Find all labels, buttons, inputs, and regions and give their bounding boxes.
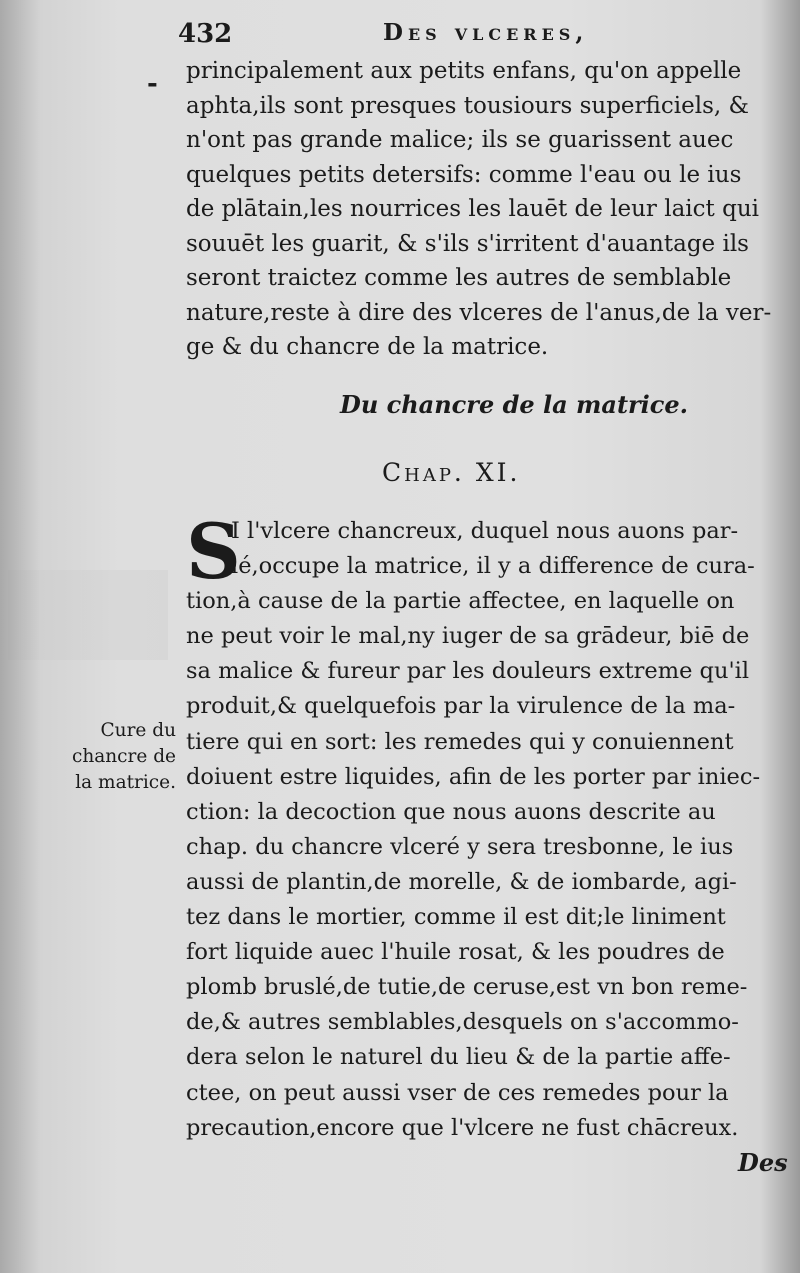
chapter-line-8: doiuent estre liquides, afin de les porter par iniec-	[186, 763, 761, 790]
chapter-line-1: I l'vlcere chancreux, duquel nous auons par-	[231, 518, 739, 544]
chapter-number: Chap. XI.	[382, 458, 521, 487]
chapter-line-15: de,& autres semblables,desquels on s'accommo-	[186, 1009, 739, 1036]
running-head	[178, 19, 768, 57]
margin-dash: -	[147, 69, 158, 99]
opening-paragraph	[186, 54, 771, 365]
section-heading: Du chancre de la matrice.	[340, 390, 689, 419]
chapter-line-4: ne peut voir le mal,ny iuger de sa grādeur, biē de	[186, 623, 750, 650]
running-title: Des vlceres,	[383, 19, 589, 46]
page-number: 432	[178, 19, 233, 49]
chapter-line-14: plomb bruslé,de tutie,de ceruse,est vn bon reme-	[186, 974, 748, 1001]
chapter-line-6: produit,& quelquefois par la virulence de la ma-	[186, 693, 736, 720]
chapter-line-11: aussi de plantin,de morelle, & de iombarde, agi-	[186, 868, 737, 895]
chapter-paragraph	[186, 507, 771, 1146]
chapter-line-16: dera selon le naturel du lieu & de la partie affe-	[186, 1044, 731, 1071]
chapter-line-5: sa malice & fureur par les douleurs extreme qu'il	[186, 658, 750, 685]
left-paper-shadow	[8, 570, 168, 660]
catchword: Des	[738, 1148, 788, 1177]
marginal-note-line-2: chancre de	[71, 746, 176, 767]
marginal-note-line-1: Cure du	[100, 720, 176, 741]
opening-line-3: n'ont pas grande malice; ils se guarissent auec	[186, 127, 734, 153]
marginal-note	[66, 718, 176, 796]
chapter-line-3: tion,à cause de la partie affectee, en laquelle on	[186, 588, 735, 615]
opening-line-6: souuēt les guarit, & s'ils s'irritent d'auantage ils	[186, 230, 749, 257]
chapter-line-2: lé,occupe la matrice, il y a difference de cura-	[231, 553, 755, 580]
chapter-line-13: fort liquide auec l'huile rosat, & les poudres de	[186, 939, 725, 966]
chapter-line-7: tiere qui en sort: les remedes qui y conuiennent	[186, 728, 734, 755]
opening-line-7: seront traictez comme les autres de semblable	[186, 265, 732, 291]
chapter-line-17: ctee, on peut aussi vser de ces remedes pour la	[186, 1079, 729, 1106]
opening-line-4: quelques petits detersifs: comme l'eau ou le ius	[186, 161, 742, 188]
opening-line-1: principalement aux petits enfans, qu'on appelle	[186, 58, 742, 84]
chapter-line-18: precaution,encore que l'vlcere ne fust chācreux.	[186, 1114, 739, 1141]
opening-line-8: nature,reste à dire des vlceres de l'anus,de la ver-	[186, 299, 772, 326]
opening-line-2: aphta,ils sont presques tousiours superficiels, &	[186, 92, 749, 119]
chapter-line-10: chap. du chancre vlceré y sera tresbonne, le ius	[186, 833, 734, 860]
marginal-note-line-3: la matrice.	[75, 772, 176, 793]
chapter-line-9: ction: la decoction que nous auons descrite au	[186, 798, 716, 825]
opening-line-5: de plātain,les nourrices les lauēt de leur laict qui	[186, 196, 759, 222]
opening-line-9: ge & du chancre de la matrice.	[186, 334, 549, 360]
drop-cap: S	[186, 507, 241, 596]
chapter-line-12: tez dans le mortier, comme il est dit;le liniment	[186, 904, 726, 931]
